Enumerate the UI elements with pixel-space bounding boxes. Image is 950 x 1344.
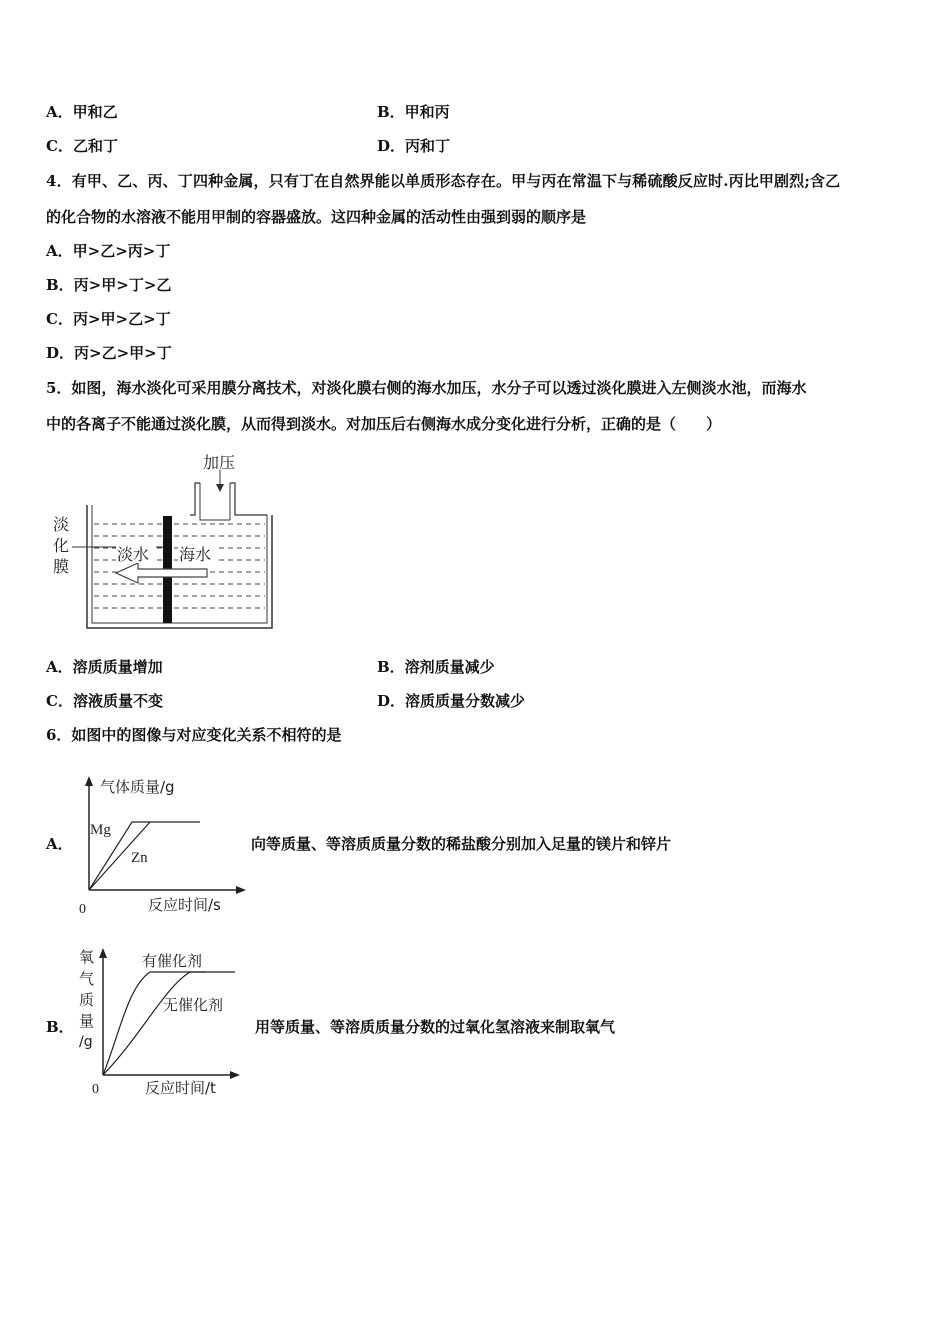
- graph-b-ylabel-4: 量: [79, 1012, 95, 1030]
- q4-stem-line1: 4．有甲、乙、丙、丁四种金属，只有丁在自然界能以单质形态存在。甲与丙在常温下与稀硫酸反应时.丙比甲剧烈;含乙: [46, 172, 841, 190]
- fresh-water-lines: [94, 524, 162, 608]
- pressure-label: 加压: [203, 453, 236, 472]
- graph-b-origin: 0: [92, 1082, 99, 1097]
- graph-a-xlabel: 反应时间/s: [148, 896, 221, 914]
- q5-stem-line1: 5．如图，海水淡化可采用膜分离技术，对淡化膜右侧的海水加压，水分子可以透过淡化膜进入左侧淡水池，而海水: [46, 379, 807, 397]
- graph-b-ylabel-2: 气: [79, 970, 95, 988]
- graph-a-zn-label: Zn: [131, 850, 148, 866]
- q6-a-description: 向等质量、等溶质质量分数的稀盐酸分别加入足量的镁片和锌片: [251, 835, 672, 853]
- graph-a-x-arrow: [236, 886, 246, 894]
- q3-option-c: C．乙和丁: [46, 137, 118, 155]
- graph-a: [70, 770, 250, 920]
- membrane-label-3: 膜: [53, 557, 70, 576]
- graph-b-ylabel-5: /g: [79, 1034, 93, 1050]
- graph-b-y-arrow: [99, 948, 107, 958]
- q4-option-d: D．丙>乙>甲>丁: [46, 344, 172, 362]
- piston-inner: [200, 483, 230, 520]
- q6-stem: 6．如图中的图像与对应变化关系不相符的是: [46, 726, 342, 744]
- q5-option-b: B．溶剂质量减少: [377, 658, 495, 676]
- q5-option-a: A．溶质质量增加: [46, 658, 163, 676]
- q5-option-c: C．溶液质量不变: [46, 692, 163, 710]
- flow-arrow: [116, 563, 207, 583]
- membrane-label-1: 淡: [53, 515, 70, 534]
- q4-option-c: C．丙>甲>乙>丁: [46, 310, 171, 328]
- desalination-diagram: [40, 448, 290, 638]
- graph-a-y-arrow: [85, 776, 93, 786]
- q4-option-a: A．甲>乙>丙>丁: [46, 242, 171, 260]
- q5-option-d: D．溶质质量分数减少: [377, 692, 526, 710]
- q6-a-letter: A．: [46, 835, 73, 853]
- graph-b-catalyst-label: 有催化剂: [142, 952, 203, 970]
- q4-option-b: B．丙>甲>丁>乙: [46, 276, 172, 294]
- tank-inner-outline: [92, 505, 267, 623]
- q5-stem-line2: 中的各离子不能通过淡化膜，从而得到淡水。对加压后右侧海水成分变化进行分析，正确的是（ ）: [46, 415, 722, 433]
- sea-water-label: 海水: [179, 545, 212, 564]
- graph-a-origin: 0: [79, 902, 86, 917]
- graph-b-ylabel-3: 质: [79, 991, 95, 1009]
- membrane-label-2: 化: [53, 536, 70, 555]
- q3-option-a: A．甲和乙: [46, 103, 118, 121]
- piston-left-wall: [190, 483, 200, 515]
- graph-b-no-catalyst-label: 无催化剂: [163, 996, 224, 1014]
- graph-b-x-arrow: [230, 1071, 240, 1079]
- q3-option-d: D．丙和丁: [377, 137, 451, 155]
- graph-a-ylabel: 气体质量/g: [100, 778, 175, 796]
- q3-option-b: B．甲和丙: [377, 103, 450, 121]
- sea-water-lines: [174, 524, 265, 608]
- graph-b-xlabel: 反应时间/t: [145, 1079, 216, 1097]
- q6-b-description: 用等质量、等溶质质量分数的过氧化氢溶液来制取氧气: [255, 1018, 616, 1036]
- tank-outline: [87, 505, 272, 628]
- fresh-water-label: 淡水: [117, 545, 150, 564]
- graph-b: [70, 942, 250, 1102]
- graph-b-no-catalyst-curve: [103, 972, 205, 1075]
- piston-right-wall: [230, 483, 267, 515]
- graph-a-mg-label: Mg: [90, 822, 111, 838]
- graph-b-catalyst-curve: [103, 972, 235, 1075]
- graph-b-ylabel-1: 氧: [79, 948, 95, 966]
- pressure-arrow-head: [216, 484, 224, 492]
- q6-b-letter: B．: [46, 1018, 74, 1036]
- q4-stem-line2: 的化合物的水溶液不能用甲制的容器盛放。这四种金属的活动性由强到弱的顺序是: [46, 208, 587, 226]
